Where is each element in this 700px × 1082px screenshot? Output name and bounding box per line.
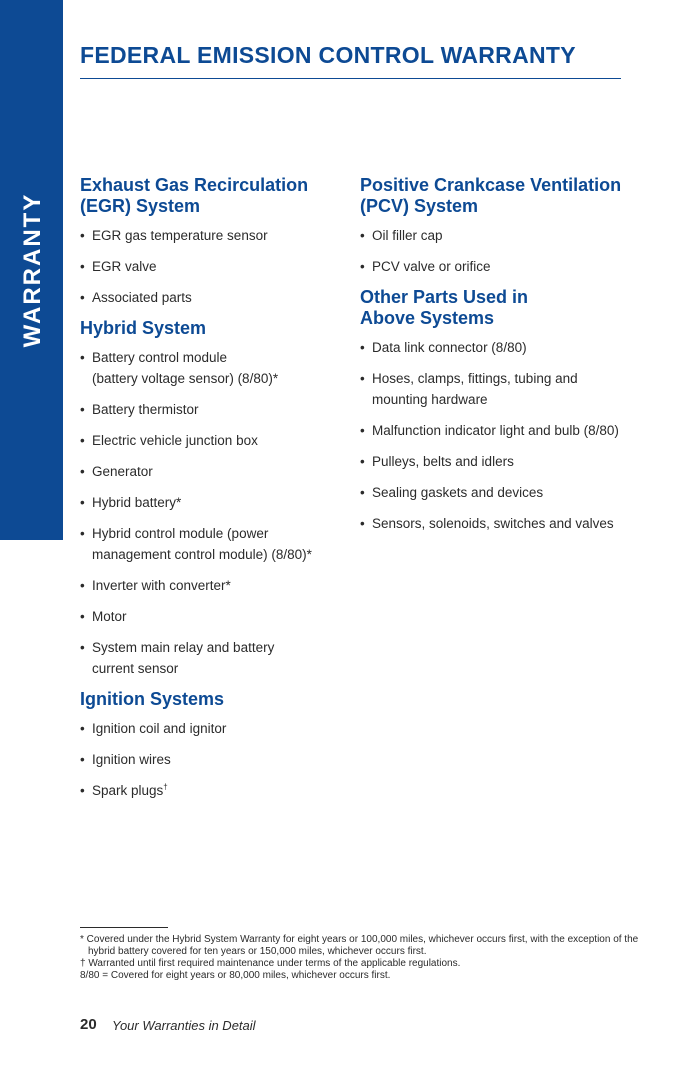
- footnote-hybrid: * Covered under the Hybrid System Warranty for eight years or 100,000 miles, whichever occurs first, with the exception of the hybrid battery covered for ten years or 150,000 miles, whichever occurs first.: [80, 934, 639, 957]
- section-heading-line: (PCV) System: [360, 196, 479, 216]
- section-heading-line: Ignition Systems: [80, 689, 225, 709]
- footnote-dagger: † Warranted until first required maintenance under terms of the applicable regulations.: [80, 958, 461, 969]
- list-item-text: Spark plugs: [92, 783, 164, 798]
- footnote-marker: †: [163, 782, 168, 792]
- list-item-text: • EGR gas temperature sensor: [92, 228, 268, 243]
- list-item-text: • Associated parts: [92, 290, 192, 305]
- list-item: [80, 637, 348, 679]
- footnote-8-80: 8/80 = Covered for eight years or 80,000 miles, whichever occurs first.: [80, 970, 391, 981]
- list-item-text: • System main relay and battery: [92, 640, 275, 655]
- parts-list: [360, 337, 660, 534]
- side-tab-label: WARRANTY: [19, 192, 46, 348]
- running-head: Your Warranties in Detail: [112, 1018, 256, 1033]
- list-item: [360, 513, 660, 534]
- list-item-text: • Ignition wires: [92, 752, 171, 767]
- title-divider: [80, 78, 621, 79]
- section-heading-line: Hybrid System: [80, 318, 207, 338]
- page-title: FEDERAL EMISSION CONTROL WARRANTY: [80, 42, 576, 68]
- list-item-text: • EGR valve: [92, 259, 157, 274]
- page-number: 20: [80, 1016, 97, 1033]
- list-item: [80, 430, 348, 451]
- right-column: [360, 175, 660, 544]
- list-item: [80, 718, 348, 739]
- section-heading-line: (EGR) System: [80, 196, 201, 216]
- left-column: [80, 175, 348, 811]
- list-item: [360, 225, 660, 246]
- section-heading-line: Positive Crankcase Ventilation: [360, 175, 622, 195]
- parts-list: [80, 225, 348, 308]
- list-item-text: • Hoses, clamps, fittings, tubing and: [372, 371, 578, 386]
- list-item: [80, 606, 348, 627]
- section-heading-line: Above Systems: [360, 308, 495, 328]
- list-item-text: • Hybrid control module (power: [92, 526, 269, 541]
- list-item-text: • Data link connector (8/80): [372, 340, 527, 355]
- section-heading-hybrid-system: [80, 318, 348, 339]
- list-item-text: management control module) (8/80)*: [92, 547, 312, 562]
- list-item: [80, 399, 348, 420]
- section-heading-line: Exhaust Gas Recirculation: [80, 175, 309, 195]
- list-item-text: (battery voltage sensor) (8/80)*: [92, 371, 279, 386]
- list-item: [80, 492, 348, 513]
- list-item-text: • Generator: [92, 464, 153, 479]
- list-item: [360, 482, 660, 503]
- list-item-text: • Pulleys, belts and idlers: [372, 454, 514, 469]
- footnotes: [80, 934, 640, 982]
- parts-list: [360, 225, 660, 277]
- list-item-text: mounting hardware: [372, 392, 488, 407]
- list-item-text: • Sensors, solenoids, switches and valves: [372, 516, 614, 531]
- parts-list: [80, 718, 348, 801]
- list-item-text: • Oil filler cap: [372, 228, 443, 243]
- list-item: [360, 451, 660, 472]
- list-item: [80, 225, 348, 246]
- list-item: [80, 780, 348, 801]
- list-item: [80, 287, 348, 308]
- list-item: [360, 368, 660, 410]
- list-item-line: [92, 780, 348, 801]
- list-item-text: current sensor: [92, 661, 179, 676]
- list-item: [80, 523, 348, 565]
- side-tab: [0, 0, 63, 540]
- section-heading-exhaust-gas-recirculation-egr-system: [80, 175, 348, 217]
- list-item-text: • Malfunction indicator light and bulb (8/80): [372, 423, 619, 438]
- section-heading-ignition-systems: [80, 689, 348, 710]
- list-item: [80, 256, 348, 277]
- list-item: [80, 749, 348, 770]
- list-item-text: • Electric vehicle junction box: [92, 433, 258, 448]
- list-item: [360, 420, 660, 441]
- list-item-text: • PCV valve or orifice: [372, 259, 491, 274]
- list-item: [360, 256, 660, 277]
- list-item-text: • Motor: [92, 609, 127, 624]
- parts-list: [80, 347, 348, 679]
- list-item-text: • Ignition coil and ignitor: [92, 721, 227, 736]
- section-heading-other-parts-used-in-above-systems: [360, 287, 660, 329]
- list-item-text: • Battery thermistor: [92, 402, 199, 417]
- list-item: [80, 347, 348, 389]
- list-item-text: • Inverter with converter*: [92, 578, 231, 593]
- list-item-text: • Sealing gaskets and devices: [372, 485, 544, 500]
- list-item: [80, 575, 348, 596]
- footnote-divider: [80, 927, 168, 928]
- section-heading-positive-crankcase-ventilation-pcv-system: [360, 175, 660, 217]
- list-item: [360, 337, 660, 358]
- list-item: [80, 461, 348, 482]
- section-heading-line: Other Parts Used in: [360, 287, 529, 307]
- list-item-text: • Battery control module: [92, 350, 228, 365]
- list-item-text: • Hybrid battery*: [92, 495, 182, 510]
